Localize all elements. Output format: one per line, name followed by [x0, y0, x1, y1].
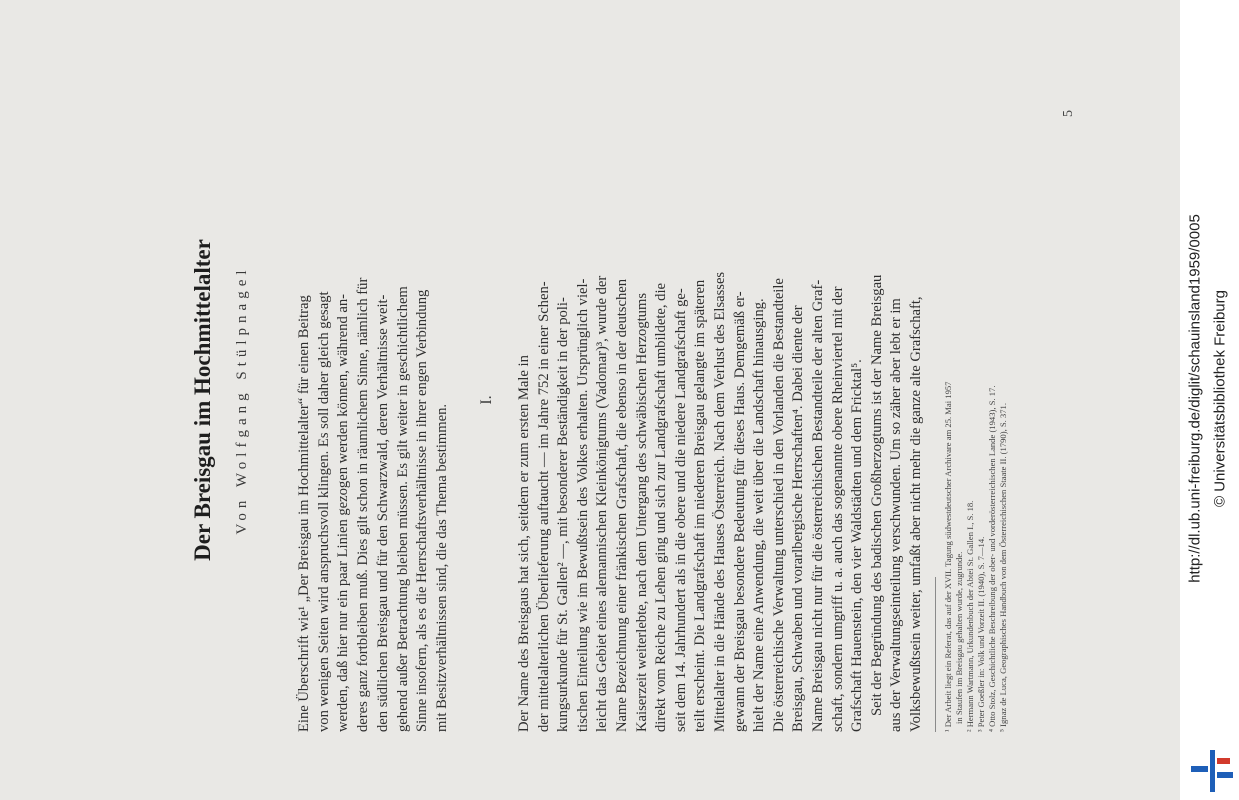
page-number: 5: [1061, 110, 1076, 117]
text-line: leicht das Gebiet eines alemannischen Kleinkönigtums (Vadomar)³, wurde der: [594, 275, 611, 732]
copyright-notice: © Universitätsbibliothek Freiburg: [1211, 290, 1229, 507]
text-line: werden, daß hier nur ein paar Linien gezogen werden können, während an-: [335, 293, 352, 732]
text-line: gewann der Breisgau besondere Bedeutung für dieses Haus. Demgemäß er-: [731, 291, 748, 732]
text-line: direkt vom Reiche zu Lehen ging und sich zur Landgrafschaft umbildete, die: [653, 282, 670, 732]
text-line: der mittelalterlichen Überlieferung auftaucht — im Jahre 752 in einer Schen-: [535, 281, 552, 732]
text-line: tischen Einteilung wie im Bewußtsein des Volkes erhalten. Ursprünglich viel-: [574, 278, 591, 732]
footnote-line: ⁵ Ignaz de Luca, Geographisches Handbuch von dem Österreichischen Staate II. (1790), S. 371.: [998, 403, 1008, 732]
text-line: Kaiserzeit weiterlebte, nach dem Untergang des schwäbischen Herzogtums: [633, 292, 650, 732]
footnote-line: in Staufen im Breisgau gehalten wurde, zugrunde.: [954, 551, 964, 724]
text-line: Volksbewußtsein weiter, umfaßt aber nicht mehr die ganze alte Grafschaft,: [908, 296, 924, 732]
text-line: aus der Verwaltungseinteilung verschwunden. Um so zäher aber lebt er im: [888, 298, 905, 732]
text-line: seit dem 14. Jahrhundert als in die obere und die niedere Landgrafschaft ge-: [672, 288, 689, 732]
article-title: Der Breisgau im Hochmittelalter: [190, 239, 215, 561]
text-line: hielt der Name eine Anwendung, die weit über die Landschaft hinausging.: [751, 298, 768, 732]
text-line: Die österreichische Verwaltung unterschied in den Vorlanden die Bestandteile: [770, 278, 787, 732]
text-line: gehend außer Betrachtung bleiben müssen. Es gilt weiter in geschichtlichem: [394, 286, 411, 732]
article-author: Von Wolfgang Stülpnagel: [234, 265, 250, 535]
text-line: Seit der Begründung des badischen Großherzogtums ist der Name Breisgau: [868, 274, 885, 716]
footnote-line: ¹ Der Arbeit liegt ein Referat, das auf der XVII. Tagung südwestdeutscher Archivare am 25. Mai 1957: [943, 381, 953, 732]
source-url-link[interactable]: http://dl.ub.uni-freiburg.de/diglit/schauinsland1959/0005: [1186, 214, 1204, 583]
text-line: kungsurkunde für St. Gallen² —, mit besonderer Beständigkeit in der poli-: [555, 297, 572, 732]
footnote-line: ³ Peter Goeßler in: Volk und Vorzeit II. (1940), S. 7—14.: [976, 536, 986, 732]
text-line: teilt erscheint. Die Landgrafschaft im niederen Breisgau gelangte im späteren: [692, 279, 709, 732]
footnote-rule: [935, 577, 936, 732]
ub-freiburg-logo-icon: [1191, 750, 1233, 792]
footnote-line: ⁴ Otto Stolz, Geschichtliche Beschreibung der ober- und vorderösterreichischen Lande (1943), S. 17.: [987, 385, 997, 732]
text-line: Sinne insofern, als es die Herrschaftsverhältnisse in ihrer engen Verbindung: [414, 289, 431, 732]
text-line: deres ganz fortbleiben muß. Dies gilt schon in räumlichem Sinne, nämlich für: [355, 277, 372, 732]
footnote-line: ² Hermann Wartmann, Urkundenbuch der Abtei St. Gallen I., S. 18.: [965, 500, 975, 732]
text-line: Name Breisgau nicht nur für die österreichischen Bestandteile der alten Graf-: [810, 279, 826, 732]
text-line: den südlichen Breisgau und für den Schwarzwald, deren Verhältnisse weit-: [374, 294, 391, 732]
text-line: Mittelalter in die Hände des Hauses Österreich. Nach dem Verlust des Elsasses: [712, 271, 728, 732]
section-number: I.: [478, 395, 495, 405]
text-line: Name Bezeichnung einer fränkischen Grafschaft, die ebenso in der deutschen: [614, 278, 630, 732]
text-line: Der Name des Breisgaus hat sich, seitdem er zum ersten Male in: [516, 355, 532, 732]
text-line: schaft, sondern umgriff u. a. auch das sogenannte obere Rheinviertel mit der: [829, 286, 846, 732]
text-line: Grafschaft Hauenstein, den vier Waldstädten und dem Fricktal⁵.: [849, 359, 866, 732]
text-line: Breisgau, Schwaben und vorarlbergische Herrschaften⁴. Dabei diente der: [790, 305, 807, 732]
text-line: mit Besitzverhältnissen sind, die das Thema bestimmen.: [433, 403, 450, 732]
text-line: Eine Überschrift wie¹ „Der Breisgau im Hochmittelalter“ für einen Beitrag: [296, 295, 312, 732]
text-line: von wenigen Seiten wird anspruchsvoll klingen. Es soll daher gleich gesagt: [315, 291, 332, 732]
